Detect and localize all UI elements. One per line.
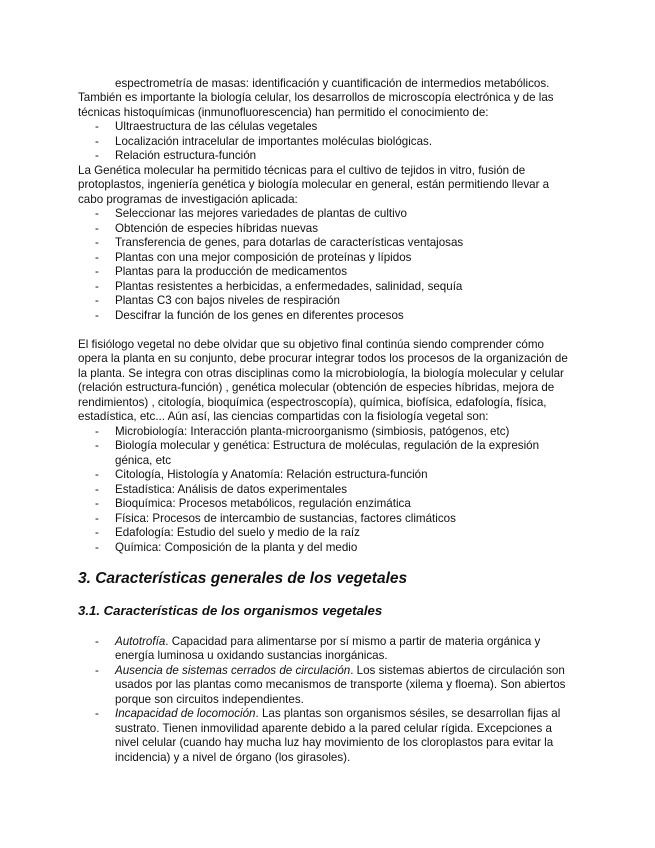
paragraph-line: opera la planta en su conjunto, debe procurar integrar todos los procesos de la organización de	[78, 352, 568, 365]
list-bullet: -	[95, 497, 99, 510]
list-item: Química: Composición de la planta y del medio	[115, 541, 358, 554]
list-item: Relación estructura-función	[115, 149, 257, 162]
list-bullet: -	[95, 635, 99, 648]
list-item-continuation: usados por las plantas como mecanismos de transporte (xilema y floema). Son abiertos	[115, 678, 566, 691]
paragraph-line: rendimientos) , citología, bioquímica (espectroscopía), química, biofísica, edafología, física,	[78, 396, 547, 409]
list-item-term: Ausencia de sistemas cerrados de circulación	[115, 664, 351, 677]
list-bullet: -	[95, 280, 99, 293]
section-heading: 3. Características generales de los vegetales	[78, 570, 408, 587]
list-item: Física: Procesos de intercambio de sustancias, factores climáticos	[115, 512, 456, 525]
list-item: Localización intracelular de importantes moléculas biológicas.	[115, 135, 433, 148]
list-item-continuation: porque son circuitos independientes.	[115, 693, 304, 706]
subsection-heading: 3.1. Características de los organismos vegetales	[78, 603, 383, 618]
list-bullet: -	[95, 425, 99, 438]
paragraph-line: estadística, etc... Aún así, las ciencias compartidas con la fisiología vegetal son:	[78, 410, 489, 423]
list-item: Plantas C3 con bajos niveles de respiración	[115, 294, 340, 307]
paragraph-line: técnicas histoquímicas (inmunofluorescencia) han permitido el conocimiento de:	[78, 106, 489, 119]
list-item: Transferencia de genes, para dotarlas de características ventajosas	[115, 236, 464, 249]
list-item: Plantas resistentes a herbicidas, a enfermedades, salinidad, sequía	[115, 280, 463, 293]
list-item: Ultraestructura de las células vegetales	[115, 120, 318, 133]
list-item: Descifrar la función de los genes en diferentes procesos	[115, 309, 404, 322]
list-item: Obtención de especies híbridas nuevas	[115, 222, 319, 235]
list-bullet: -	[95, 664, 99, 677]
list-item-continuation: energía luminosa u oxidando sustancias inorgánicas.	[115, 649, 388, 662]
list-bullet: -	[95, 294, 99, 307]
list-item-continuation: incidencia) y a nivel de órgano (los girasoles).	[115, 751, 351, 764]
list-item-text: . Los sistemas abiertos de circulación son	[350, 664, 565, 677]
paragraph-line: la planta. Se integra con otras disciplinas como la microbiología, la biología molecular y celular	[78, 367, 564, 380]
paragraph-line: (relación estructura-función) , genética molecular (obtención de especies híbridas, mejora de	[78, 381, 555, 394]
list-bullet: -	[95, 541, 99, 554]
list-item: Seleccionar las mejores variedades de plantas de cultivo	[115, 207, 407, 220]
list-item: Bioquímica: Procesos metabólicos, regulación enzimática	[115, 497, 411, 510]
list-item: Edafología: Estudio del suelo y medio de la raíz	[115, 526, 360, 539]
list-bullet: -	[95, 207, 99, 220]
paragraph-line: La Genética molecular ha permitido técnicas para el cultivo de tejidos in vitro, fusión de	[78, 164, 526, 177]
list-item-text: . Las plantas son organismos sésiles, se desarrollan fijas al	[255, 707, 561, 720]
list-bullet: -	[95, 483, 99, 496]
list-item-text: . Capacidad para alimentarse por sí mismo a partir de materia orgánica y	[165, 635, 541, 648]
list-bullet: -	[95, 526, 99, 539]
list-item-term: Incapacidad de locomoción	[115, 707, 256, 720]
list-item	[115, 664, 565, 678]
list-bullet: -	[95, 236, 99, 249]
list-item: Citología, Histología y Anatomía: Relación estructura-función	[115, 468, 428, 481]
list-item-term: Autotrofía	[115, 635, 166, 648]
list-item	[115, 707, 560, 721]
list-bullet: -	[95, 135, 99, 148]
paragraph-line: protoplastos, ingeniería genética y biología molecular en general, están permitiendo llevar a	[78, 178, 550, 191]
list-bullet: -	[95, 512, 99, 525]
list-item-continuation: sustrato. Tienen inmovilidad aparente debido a la pared celular rígida. Excepciones a	[115, 722, 552, 735]
list-bullet: -	[95, 468, 99, 481]
list-item-continuation: génica, etc	[115, 454, 172, 467]
paragraph-line: El fisiólogo vegetal no debe olvidar que su objetivo final continúa siendo comprender cómo	[78, 338, 544, 351]
list-item: Plantas para la producción de medicamentos	[115, 265, 348, 278]
list-item: Estadística: Análisis de datos experimentales	[115, 483, 347, 496]
list-bullet: -	[95, 222, 99, 235]
paragraph-line: También es importante la biología celular, los desarrollos de microscopía electrónica y de las	[78, 91, 554, 104]
list-bullet: -	[95, 251, 99, 264]
paragraph-line: cabo programas de investigación aplicada:	[78, 193, 298, 206]
list-bullet: -	[95, 120, 99, 133]
list-bullet: -	[95, 265, 99, 278]
list-bullet: -	[95, 707, 99, 720]
list-bullet: -	[95, 149, 99, 162]
list-item: Biología molecular y genética: Estructura de moléculas, regulación de la expresión	[115, 439, 540, 452]
list-bullet: -	[95, 309, 99, 322]
list-item-continuation: nivel celular (cuando hay mucha luz hay movimiento de los cloroplastos para evitar la	[115, 736, 554, 749]
list-item: Microbiología: Interacción planta-microorganismo (simbiosis, patógenos, etc)	[115, 425, 510, 438]
list-item: Plantas con una mejor composición de proteínas y lípidos	[115, 251, 412, 264]
list-bullet: -	[95, 439, 99, 452]
list-item	[115, 635, 540, 649]
paragraph-line: espectrometría de masas: identificación y cuantificación de intermedios metabólicos.	[115, 77, 550, 90]
